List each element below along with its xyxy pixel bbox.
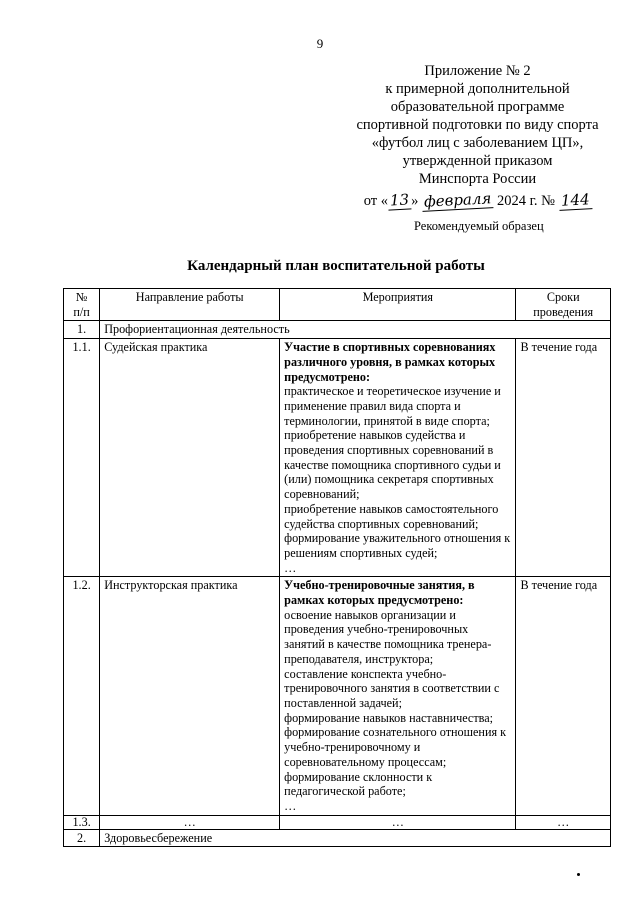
activity-title: Участие в спортивных соревнованиях различного уровня, в рамках которых предусмотрено:	[284, 340, 496, 384]
row-activities: …	[280, 815, 516, 829]
row-term: …	[516, 815, 611, 829]
appendix-line: спортивной подготовки по виду спорта	[356, 117, 599, 133]
plan-table	[63, 288, 611, 847]
row-direction: …	[100, 815, 280, 829]
row-direction: Судейская практика	[100, 339, 280, 577]
section-title: Здоровьесбережение	[100, 829, 611, 847]
activity-title: Учебно-тренировочные занятия, в рамках которых предусмотрено:	[284, 578, 475, 608]
activity-item: формирование навыков наставничества;	[284, 710, 494, 725]
row-activities	[280, 339, 516, 577]
activity-item: формирование уважительного отношения к решениям спортивных судей;	[284, 531, 511, 560]
page-number: 9	[316, 36, 324, 51]
table-header-row	[64, 289, 611, 321]
row-direction: Инструкторская практика	[100, 577, 280, 815]
handwritten-day: 13	[388, 190, 412, 210]
row-activities	[280, 577, 516, 815]
appendix-block	[330, 62, 625, 210]
row-term: В течение года	[516, 577, 611, 815]
activity-item: формирование сознательного отношения к учебно-тренировочному и соревновательному процессам;	[284, 725, 507, 769]
scan-artifact-dot	[577, 873, 580, 876]
appendix-line: Минспорта России	[418, 171, 537, 187]
activity-item: формирование склонности к педагогической работе;	[284, 769, 433, 799]
section-num: 1.	[64, 321, 100, 339]
order-date-line	[330, 191, 625, 210]
date-mid: »	[411, 193, 419, 209]
row-num: 1.2.	[64, 577, 100, 815]
appendix-line: к примерной дополнительной	[385, 81, 570, 97]
row-term: В течение года	[516, 339, 611, 577]
activity-item: составление конспекта учебно-тренировочного занятия в соответствии с поставленной задачей;	[284, 666, 500, 710]
table-row	[64, 577, 611, 815]
activity-item: …	[284, 560, 297, 575]
header-direction: Направление работы	[100, 289, 280, 321]
activity-item: практическое и теоретическое изучение и применение правил вида спорта и терминологии, принятой в виде спорта;	[284, 384, 501, 428]
header-num: № п/п	[64, 289, 100, 321]
year-text: 2024 г. №	[496, 193, 556, 209]
handwritten-order-number: 144	[558, 190, 592, 211]
activity-item: приобретение навыков судейства и проведения спортивных соревнований в качестве помощника спортивного судьи и (или) помощника секретаря спортивных соревнований;	[284, 428, 501, 502]
row-num: 1.3.	[64, 815, 100, 829]
section-num: 2.	[64, 829, 100, 847]
header-terms: Сроки проведения	[516, 289, 611, 321]
table-row	[64, 815, 611, 829]
document-title: Календарный план воспитательной работы	[187, 258, 485, 274]
handwritten-month: февраля	[422, 189, 494, 212]
activity-item: приобретение навыков самостоятельного судейства спортивных соревнований;	[284, 501, 499, 531]
section-title: Профориентационная деятельность	[100, 321, 611, 339]
section-row	[64, 321, 611, 339]
appendix-line: образовательной программе	[390, 99, 565, 115]
recommended-sample-note: Рекомендуемый образец	[414, 219, 544, 233]
activity-item: …	[284, 798, 297, 813]
appendix-line: утвержденной приказом	[402, 153, 553, 169]
activity-item: освоение навыков организации и проведения учебно-тренировочных занятий в качестве помощника тренера-преподавателя, инструктора;	[284, 607, 492, 666]
table-row	[64, 339, 611, 577]
section-row	[64, 829, 611, 847]
header-activities: Мероприятия	[280, 289, 516, 321]
row-num: 1.1.	[64, 339, 100, 577]
date-prefix: от «	[363, 193, 388, 209]
appendix-line: «футбол лиц с заболеванием ЦП»,	[371, 135, 584, 151]
appendix-line: Приложение № 2	[424, 63, 531, 79]
